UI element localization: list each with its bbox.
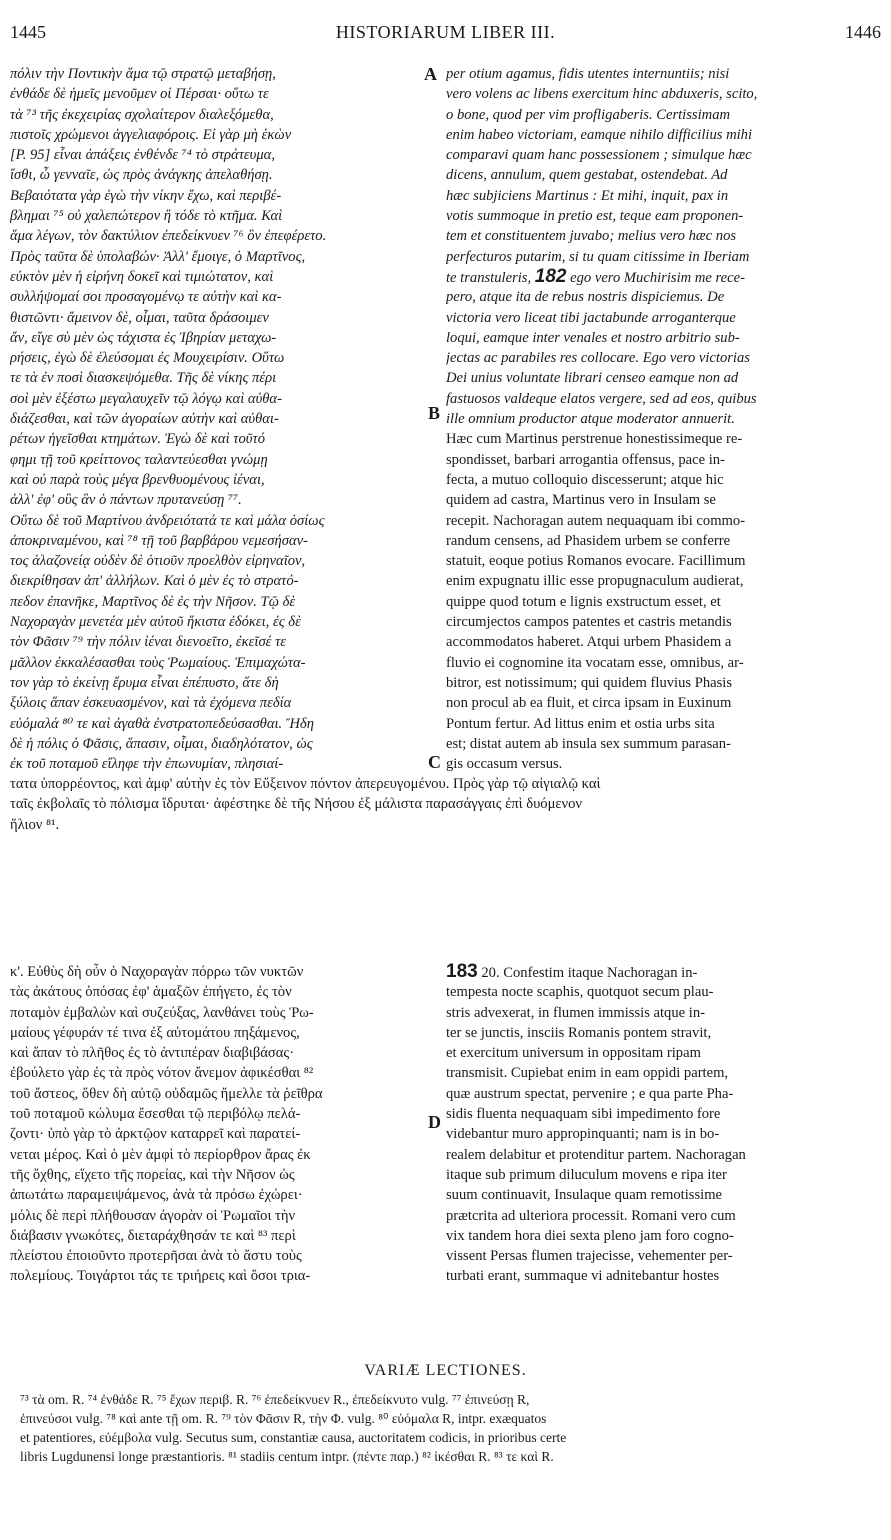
- section-number: 183: [446, 962, 478, 982]
- greek-text-line: μᾶλλον ἐκκαλέσασθαι τοὺς Ῥωμαίους. Ἐπιμαχώτα-: [10, 654, 306, 671]
- margin-marker-d: D: [428, 1112, 441, 1132]
- greek-text-line: σοὶ μὲν ἐξέστω μεγαλαυχεῖν τῷ λόγῳ καὶ αὐθα-: [10, 390, 282, 407]
- greek-text-line: πλείστου ἐποιοῦντο προτερῆσαι ἀνὰ τὸ ἄστυ τοὺς: [10, 1248, 302, 1265]
- greek-text-line: ἴσθι, ὦ γενναῖε, ὡς πρὸς ἀνάγκης ἀπελαθήσῃ.: [10, 167, 273, 184]
- greek-text-line: πόλιν τὴν Ποντικὴν ἅμα τῷ στρατῷ μεταβήσῃ,: [10, 66, 276, 82]
- greek-text-line: εὐόμαλά ⁸⁰ τε καὶ ἀγαθὰ ἐνστρατοπεδεύσασθαι. Ἤδη: [10, 715, 314, 732]
- latin-text-line: bitror, est notissimum; qui quidem fluvius Phasis: [446, 674, 733, 691]
- greek-text-line: ἅμα λέγων, τὸν δακτύλιον ἐπεδείκνυεν ⁷⁶ ὃν ἐπεφέρετο.: [10, 228, 327, 245]
- greek-text-line: θιστῶντι· ἄμεινον δὲ, οἶμαι, ταῦτα δράσοιμεν: [10, 309, 269, 326]
- greek-text-line: ἀλλ' ἐφ' οὓς ἂν ὁ πάντων πρυτανεύσῃ ⁷⁷.: [10, 492, 242, 509]
- latin-text-line: vissent Persas flumen trajecisse, vehementer per-: [446, 1248, 733, 1265]
- variant-note-line: ἐπινεύσοι vulg. ⁷⁸ καὶ ante τῇ om. R. ⁷⁹ τὸν Φᾶσιν R, τὴν Φ. vulg. ⁸⁰ εὐόμαλα R, intpr. exæquatos: [20, 1411, 547, 1426]
- latin-text-line: pero, atque ita de rebus nostris dispiciemus. De: [446, 289, 725, 306]
- greek-text-line: τοῦ ποταμοῦ κώλυμα ἔσεσθαι τῷ περιβόλῳ πελά-: [10, 1106, 301, 1123]
- latin-text-line: prætcrita ad ulteriora processit. Romani vero cum: [446, 1207, 736, 1224]
- greek-text-line: πιστοῖς χρώμενοι ἀγγελιαφόροις. Εἰ γὰρ μὴ ἑκὼν: [10, 126, 292, 143]
- greek-text-line: τοῦ ἄστεος, ὅθεν δὴ αὐτῷ οὐδαμῶς ἤμελλε τὰ ῥεῖθρα: [10, 1085, 323, 1102]
- greek-column-top: [10, 64, 420, 774]
- running-header: [10, 22, 881, 48]
- variant-note-line: libris Lugdunensi longe præstantioris. ⁸¹ stadiis centum intpr. (πέντε παρ.) ⁸² ἱκέσθαι R. ⁸³ τε καὶ R.: [20, 1449, 554, 1464]
- greek-text-line: ἄν, εἴγε σὺ μὲν ὡς τάχιστα ἐς Ἰβηρίαν μεταχω-: [10, 329, 277, 346]
- page-number-right: 1446: [845, 22, 881, 42]
- latin-text-line: loqui, eamque inter venales et nostro arbitrio sub-: [446, 329, 740, 346]
- greek-text-line: τατα ὑπορρέοντος, καὶ ἀμφ' αὐτὴν ἐς τὸν Εὔξεινον πόντον ἀπερευγομένου. Πρὸς γὰρ τῷ αἰγιαλῷ καὶ: [10, 776, 601, 792]
- greek-text-line: ποταμὸν ἐμβαλὼν καὶ συζεύξας, λανθάνει τοὺς Ῥω-: [10, 1004, 314, 1021]
- latin-text-line: ille omnium productor atque moderator annuerit.: [446, 411, 735, 428]
- variae-lectiones-title: VARIÆ LECTIONES.: [364, 1362, 527, 1379]
- greek-text-line: ρέτων ἡγεῖσθαι κτημάτων. Ἐγὼ δὲ καὶ τοῦτό: [10, 431, 266, 448]
- greek-text-line: πολεμίους. Τοιγάρτοι τάς τε τριήρεις καὶ ὅσοι τρια-: [10, 1268, 311, 1285]
- latin-text-line: [446, 962, 882, 982]
- greek-text-line: Ναχοραγὰν μενετέα μὲν αὐτοῦ ἥκιστα ἐδόκει, ἐς δὲ: [10, 614, 301, 631]
- latin-text-line: quæ austrum spectat, pervenire ; e qua parte Pha-: [446, 1085, 734, 1102]
- latin-text-line: sidis fluenta nequaquam sibi impedimento fore: [446, 1106, 721, 1123]
- latin-text-line: realem delabitur et protenditur partem. Nachoragan: [446, 1146, 746, 1163]
- latin-text-line: accommodatos haberet. Atqui urbem Phasidem a: [446, 634, 732, 651]
- latin-text-line: fecta, a mutuo colloquio discesserunt; atque hic: [446, 471, 724, 488]
- latin-text-segment: ego vero Muchirisim me rece-: [566, 269, 745, 286]
- greek-text-line: ἀπωτάτω παραμειψάμενος, ἀνὰ τὰ πρόσω ἐχώρει·: [10, 1187, 303, 1204]
- latin-text-line: quidem ad castra, Martinus vero in Insulam se: [446, 492, 716, 509]
- latin-text-line: tempesta nocte scaphis, quotquot secum plau-: [446, 984, 714, 1001]
- latin-text-line: comparavi quam hanc possessionem ; simulque hæc: [446, 147, 752, 164]
- greek-text-line: τον γὰρ τὸ ἐκείνῃ ἔρυμα εἶναι ἐπέπυστο, ἅτε δὴ: [10, 674, 279, 691]
- margin-marker-c: C: [428, 752, 441, 772]
- greek-text-line: φημι τῇ τοῦ κρείττονος ταλαντεύεσθαι γνώμῃ: [10, 451, 268, 468]
- greek-text-line: ἥλιον ⁸¹.: [10, 816, 60, 833]
- variant-note-line: ⁷³ τὰ om. R. ⁷⁴ ἐνθάδε R. ⁷⁵ ἔχων περιβ. R. ⁷⁶ ἐπεδείκνυεν R., ἐπεδείκνυτο vulg. ⁷⁷ ἐπινεύσῃ R,: [20, 1392, 530, 1407]
- latin-text-line: statuit, eoque potius Romanos evocare. Facillimum: [446, 553, 746, 570]
- latin-column-top: [446, 64, 882, 774]
- latin-text-line: dicens, annulum, quem gestabat, ostendebat. Ad: [446, 167, 728, 184]
- greek-text-line: καὶ ἅπαν τὸ πλῆθος ἐς τὸ ἀντιπέραν διαβιβάσας·: [10, 1045, 295, 1062]
- greek-column-bottom: [10, 962, 430, 1287]
- greek-text-line: τὸν Φᾶσιν ⁷⁹ τὴν πόλιν ἰέναι διενοεῖτο, ἐκεῖσέ τε: [10, 634, 287, 651]
- latin-text-line: Hæc cum Martinus perstrenue honestissimeque re-: [446, 431, 743, 448]
- latin-text-line: non procul ab ea fluit, et circa ipsam in Euxinum: [446, 695, 732, 712]
- greek-text-line: καὶ οὐ παρὰ τοὺς μέγα βρενθυομένους ἰέναι,: [10, 471, 265, 488]
- greek-text-line: μαίους γέφυράν τέ τινα ἐξ αὐτομάτου πηξάμενος,: [10, 1024, 300, 1041]
- latin-text-line: est; distat autem ab insula sex summum parasan-: [446, 735, 731, 752]
- latin-text-line: videbantur muro appropinquanti; nam is in bo-: [446, 1126, 720, 1143]
- greek-text-line: ἐνθάδε δὲ ἡμεῖς μενοῦμεν οἱ Πέρσαι· οὕτω τε: [10, 86, 269, 103]
- greek-text-line: ρήσεις, ἐγὼ δὲ ἐλεύσομαι ἐς Μουχειρίσιν. Οὕτω: [10, 350, 285, 367]
- page-number-left: 1445: [10, 22, 46, 42]
- latin-text-line: circumjectos campos patentes et castris metandis: [446, 614, 732, 631]
- greek-text-line: συλλήψομαί σοι προσαγομένῳ τε αὐτὴν καὶ κα-: [10, 289, 282, 306]
- latin-text-line: transmisit. Cupiebat enim in eam oppidi partem,: [446, 1065, 729, 1082]
- latin-text-line: enim expugnatu illic esse propugnaculum audierat,: [446, 573, 744, 590]
- greek-text-line: τῆς ὄχθης, εἴχετο τῆς πορείας, καὶ τὴν Νῆσον ὡς: [10, 1166, 295, 1183]
- latin-text-line: per otium agamus, fidis utentes internuntiis; nisi: [446, 66, 730, 82]
- latin-text-line: perfecturos putarim, si tu quam citissime in Iberiam: [446, 248, 750, 265]
- greek-text-line: ἐβούλετο γὰρ ἐς τὰ πρὸς νότον ἄνεμον ἀφικέσθαι ⁸²: [10, 1065, 314, 1082]
- greek-text-line: κ'. Εὐθὺς δὴ οὖν ὁ Ναχοραγὰν πόρρω τῶν νυκτῶν: [10, 964, 304, 980]
- latin-text-line: hæc subjiciens Martinus : Et mihi, inquit, pax in: [446, 187, 729, 204]
- latin-text-line: itaque sub primum diluculum movens e ripa iter: [446, 1166, 727, 1183]
- latin-text-line: tem et constituentem juvabo; melius vero hæc nos: [446, 228, 737, 245]
- latin-text-line: ter se junctis, insciis Romanis pontem stravit,: [446, 1024, 712, 1041]
- latin-text-segment: 20. Confestim itaque Nachoragan in-: [477, 965, 698, 981]
- greek-text-line: ταῖς ἐκβολαῖς τὸ πόλισμα ἵδρυται· ἀφέστηκε δὲ τῆς Νήσου ἐξ μάλιστα παρασάγγαις ἐπὶ δυόμενον: [10, 796, 583, 813]
- greek-text-line: Οὕτω δὲ τοῦ Μαρτίνου ἀνδρειότατά τε καὶ μάλα ὁσίως: [10, 512, 325, 529]
- greek-text-line: διεκρίθησαν ἀπ' ἀλλήλων. Καὶ ὁ μὲν ἐς τὸ στρατό-: [10, 573, 299, 590]
- latin-text-line: votis summoque in pretio est, teque eam proponen-: [446, 208, 744, 225]
- latin-text-line: vix tandem hora diei sexta pleno jam foro cogno-: [446, 1227, 734, 1244]
- latin-text-line: recepit. Nachoragan autem nequaquam ibi commo-: [446, 512, 746, 529]
- latin-text-line: turbati erant, summaque vi adnitebantur hostes: [446, 1268, 720, 1285]
- greek-text-line: τος ἀλαζονείᾳ οὐδὲν δὲ ὁτιοῦν προελθὸν εἰρηναῖον,: [10, 553, 306, 570]
- latin-text-line: randum censens, ad Phasidem urbem se conferre: [446, 532, 731, 549]
- greek-text-line: ζοντι· ὑπὸ γὰρ τὸ ἀρκτῷον καταρρεῖ καὶ παρατεί-: [10, 1126, 301, 1143]
- greek-text-line: τὰς ἀκάτους ὁπόσας ἐφ' ἁμαξῶν ἐπήγετο, ἐς τὸν: [10, 984, 292, 1001]
- latin-text-line: spondisset, barbari arrogantia offensus, pace in-: [446, 451, 725, 468]
- latin-text-line: stris advexerat, in flumen immissis atque in-: [446, 1004, 705, 1021]
- latin-text-line: vero volens ac libens exercitum hinc abduxeris, scito,: [446, 86, 758, 103]
- greek-text-line: τὰ ⁷³ τῆς ἐκεχειρίας σχολαίτερον διαλεξόμεθα,: [10, 106, 274, 123]
- latin-text-line: o bone, quod per vim profligaberis. Certissimam: [446, 106, 731, 123]
- greek-text-line: Πρὸς ταῦτα δὲ ὑπολαβών· Ἀλλ' ἔμοιγε, ὁ Μαρτῖνος,: [10, 248, 306, 265]
- latin-text-line: [446, 267, 882, 287]
- latin-text-line: Pontum fertur. Ad littus enim et ostia urbs sita: [446, 715, 715, 732]
- greek-text-line: Βεβαιότατα γὰρ ἐγὼ τὴν νίκην ἔχω, καὶ περιβέ-: [10, 187, 282, 204]
- latin-text-line: quippe quod totum e lignis exstructum esset, et: [446, 593, 721, 610]
- latin-column-bottom: [446, 962, 882, 1287]
- greek-text-line: τε τὰ ἐν ποσὶ διασκεψόμεθα. Τῆς δὲ νίκης πέρι: [10, 370, 277, 387]
- greek-text-line: δὲ ἡ πόλις ὁ Φᾶσις, ἅπασιν, οἶμαι, διαδηλότατον, ὡς: [10, 735, 313, 752]
- greek-text-line: πεδον ἐπανῆκε, Μαρτῖνος δὲ ἐς τὴν Νῆσον. Τῷ δὲ: [10, 593, 296, 610]
- latin-text-line: jectas ac parabiles res collocare. Ego vero victorias: [446, 350, 750, 367]
- greek-text-line: μόλις δὲ περὶ πλήθουσαν ἀγορὰν οἱ Ῥωμαῖοι τὴν: [10, 1207, 296, 1224]
- latin-text-line: fastuosos valdeque elatos vergere, sed ad eos, quibus: [446, 390, 757, 407]
- greek-text-line: ξύλοις ἅπαν ἐσκευασμένον, καὶ τὰ ἐχόμενα πεδία: [10, 695, 292, 712]
- greek-text-line: διάζεσθαι, καὶ τῶν ἀγοραίων αὐτὴν καὶ αὐθαι-: [10, 411, 279, 428]
- greek-text-line: βλημαι ⁷⁵ οὐ χαλεπώτερον ἢ τόδε τὸ κτῆμα. Καὶ: [10, 208, 283, 225]
- latin-text-line: gis occasum versus.: [446, 756, 563, 773]
- greek-full-width: [10, 774, 882, 835]
- margin-marker-a: A: [424, 64, 437, 84]
- variae-lectiones-notes: [20, 1390, 880, 1466]
- latin-text-line: victoria vero liceat tibi jactabunde arroganterque: [446, 309, 736, 326]
- greek-text-line: εὐκτὸν μὲν ἡ εἰρήνη δοκεῖ καὶ τιμιώτατον, καὶ: [10, 268, 274, 285]
- greek-text-line: ἀποκριναμένου, καὶ ⁷⁸ τῇ τοῦ βαρβάρου νεμεσήσαν-: [10, 532, 308, 549]
- latin-text-line: Dei unius voluntate librari censeo eamque non ad: [446, 370, 739, 387]
- latin-text-line: enim habeo victoriam, eamque nihilo difficilius mihi: [446, 126, 753, 143]
- greek-text-line: νεται μέρος. Καὶ ὁ μὲν ἀμφὶ τὸ περίορθρον ἄρας ἐκ: [10, 1146, 311, 1163]
- latin-text-line: et exercitum universum in oppositam ripam: [446, 1045, 701, 1062]
- greek-text-line: [P. 95] εἶναι ἀπάξεις ἐνθένδε ⁷⁴ τὸ στράτευμα,: [10, 147, 275, 164]
- variant-note-line: et patentiores, εὐέμβολα vulg. Secutus sum, constantiæ causa, auctoritatem codicis, in prioribus certe: [20, 1430, 567, 1445]
- latin-text-line: suum continuavit, Insulaque quam remotissime: [446, 1187, 723, 1204]
- running-title: HISTORIARUM LIBER III.: [335, 22, 556, 42]
- latin-text-line: fluvio ei cognomine ita vocatam esse, omnibus, ar-: [446, 654, 744, 671]
- greek-text-line: διάβασιν γνωκότες, διεταράχθησάν τε καὶ ⁸³ περὶ: [10, 1227, 296, 1244]
- greek-text-line: ἐκ τοῦ ποταμοῦ εἴληφε τὴν ἐπωνυμίαν, πλησιαί-: [10, 756, 284, 773]
- margin-marker-b: B: [428, 403, 441, 423]
- latin-text-segment: te transtuleris,: [446, 269, 535, 286]
- section-number: 182: [534, 266, 567, 287]
